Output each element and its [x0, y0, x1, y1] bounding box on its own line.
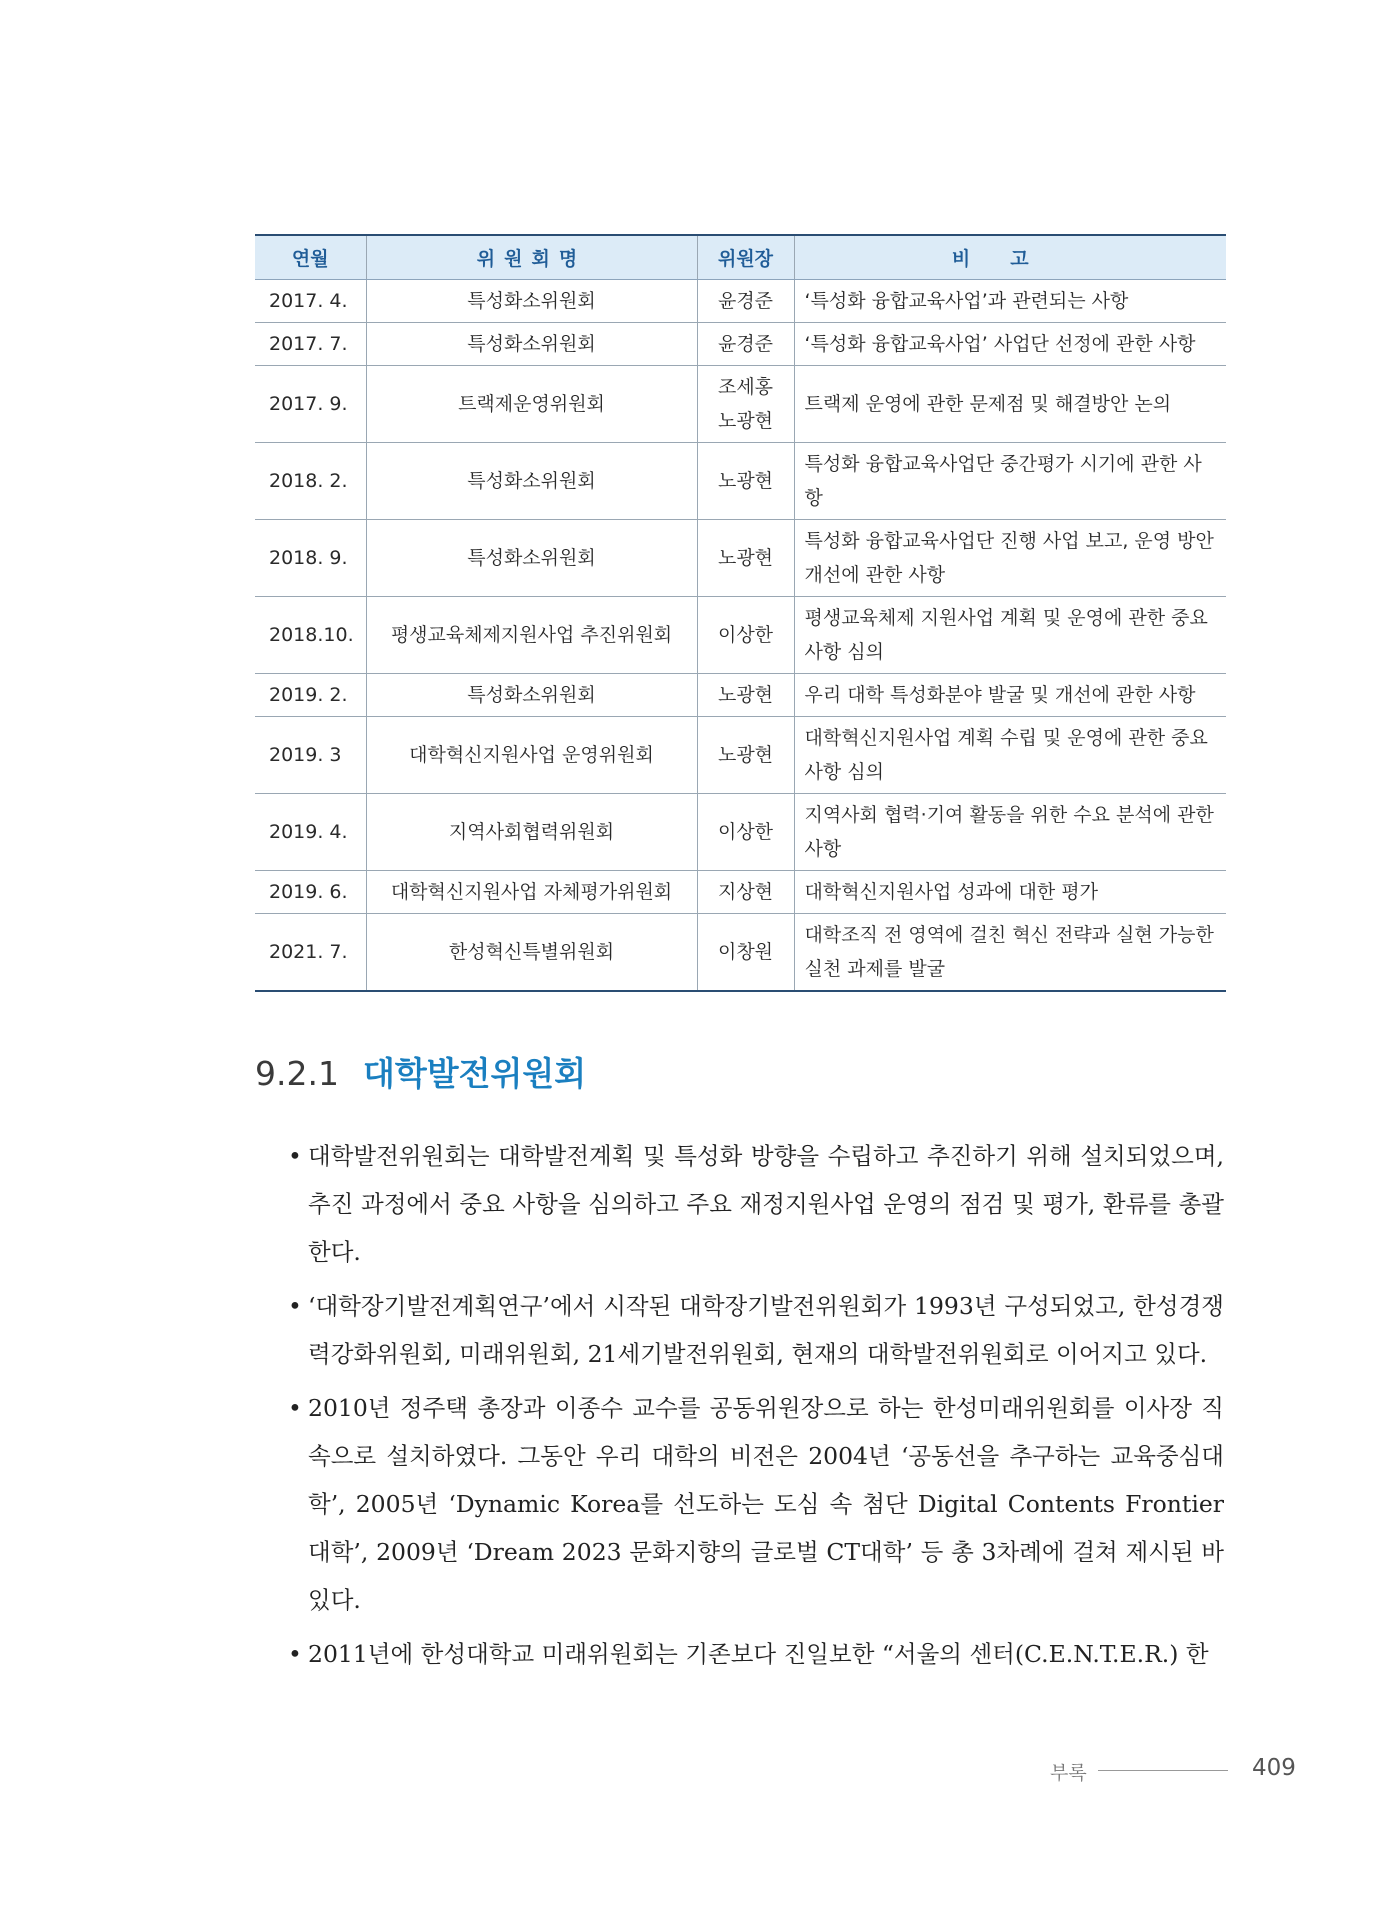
footer-rule	[1098, 1770, 1228, 1771]
table-row	[255, 794, 1226, 871]
cell-note: 대학혁신지원사업 계획 수립 및 운영에 관한 중요 사항 심의	[794, 717, 1226, 794]
chair-name-1: 조세홍	[717, 376, 774, 398]
list-item-text: 2010년 정주택 총장과 이종수 교수를 공동위원장으로 하는 한성미래위원회를 이사장 직속으로 설치하였다. 그동안 우리 대학의 비전은 2004년 ‘공동선을 추구하는 교육중심대학’, 2005년 ‘Dynamic Korea를 선도하는 도심 속 첨단 Digital Contents Frontier 대학’, 2009년 ‘Dream 2023 문화지향의 글로벌 CT대학’ 등 총 3차례에 걸쳐 제시된 바 있다.	[308, 1394, 1224, 1614]
cell-date: 2019. 3	[255, 717, 366, 794]
cell-note: 지역사회 협력·기여 활동을 위한 수요 분석에 관한 사항	[794, 794, 1226, 871]
bullet-icon: •	[288, 1640, 302, 1668]
cell-chair	[697, 366, 794, 443]
cell-date: 2021. 7.	[255, 914, 366, 992]
cell-chair: 노광현	[697, 674, 794, 717]
cell-committee: 특성화소위원회	[366, 520, 697, 597]
cell-chair: 지상현	[697, 871, 794, 914]
header-committee: 위원회명	[366, 235, 697, 280]
cell-chair: 윤경준	[697, 323, 794, 366]
page-footer	[1050, 1755, 1296, 1785]
list-item	[288, 1384, 1224, 1624]
list-item	[288, 1132, 1224, 1276]
cell-date: 2019. 4.	[255, 794, 366, 871]
list-item-text: 2011년에 한성대학교 미래위원회는 기존보다 진일보한 “서울의 센터(C.E.N.T.E.R.) 한	[308, 1640, 1209, 1668]
cell-chair: 이창원	[697, 914, 794, 992]
cell-note: 우리 대학 특성화분야 발굴 및 개선에 관한 사항	[794, 674, 1226, 717]
cell-committee: 특성화소위원회	[366, 323, 697, 366]
cell-note: 특성화 융합교육사업단 중간평가 시기에 관한 사항	[794, 443, 1226, 520]
list-item	[288, 1282, 1224, 1378]
chair-name-2: 노광현	[717, 410, 774, 432]
cell-chair: 윤경준	[697, 280, 794, 323]
list-item	[288, 1630, 1224, 1678]
table-header	[255, 235, 1226, 280]
cell-committee: 특성화소위원회	[366, 443, 697, 520]
table-row	[255, 674, 1226, 717]
bullet-icon: •	[288, 1394, 302, 1422]
cell-note: 대학혁신지원사업 성과에 대한 평가	[794, 871, 1226, 914]
cell-date: 2019. 2.	[255, 674, 366, 717]
cell-note: 평생교육체제 지원사업 계획 및 운영에 관한 중요 사항 심의	[794, 597, 1226, 674]
bullet-icon: •	[288, 1292, 302, 1320]
committee-table	[255, 234, 1226, 992]
table-row	[255, 717, 1226, 794]
cell-date: 2019. 6.	[255, 871, 366, 914]
cell-note: ‘특성화 융합교육사업’과 관련되는 사항	[794, 280, 1226, 323]
cell-committee: 평생교육체제지원사업 추진위원회	[366, 597, 697, 674]
cell-note: 대학조직 전 영역에 걸친 혁신 전략과 실현 가능한 실천 과제를 발굴	[794, 914, 1226, 992]
header-note: 비고	[794, 235, 1226, 280]
cell-chair: 노광현	[697, 717, 794, 794]
table-row	[255, 914, 1226, 992]
cell-committee: 한성혁신특별위원회	[366, 914, 697, 992]
cell-chair: 노광현	[697, 443, 794, 520]
cell-committee: 특성화소위원회	[366, 280, 697, 323]
cell-date: 2017. 9.	[255, 366, 366, 443]
cell-committee: 대학혁신지원사업 운영위원회	[366, 717, 697, 794]
cell-date: 2018.10.	[255, 597, 366, 674]
table-row	[255, 280, 1226, 323]
table-row	[255, 520, 1226, 597]
table-row	[255, 443, 1226, 520]
list-item-text: ‘대학장기발전계획연구’에서 시작된 대학장기발전위원회가 1993년 구성되었고, 한성경쟁력강화위원회, 미래위원회, 21세기발전위원회, 현재의 대학발전위원회로 이어지고 있다.	[308, 1292, 1224, 1368]
cell-date: 2017. 7.	[255, 323, 366, 366]
header-date: 연월	[255, 235, 366, 280]
bullet-list	[288, 1132, 1224, 1684]
table-header-row	[255, 235, 1226, 280]
cell-note: ‘특성화 융합교육사업’ 사업단 선정에 관한 사항	[794, 323, 1226, 366]
table-row	[255, 323, 1226, 366]
header-chair: 위원장	[697, 235, 794, 280]
cell-date: 2018. 2.	[255, 443, 366, 520]
table-row	[255, 366, 1226, 443]
table-row	[255, 597, 1226, 674]
cell-chair: 이상한	[697, 794, 794, 871]
cell-date: 2017. 4.	[255, 280, 366, 323]
list-item-text: 대학발전위원회는 대학발전계획 및 특성화 방향을 수립하고 추진하기 위해 설치되었으며, 추진 과정에서 중요 사항을 심의하고 주요 재정지원사업 운영의 점검 및 평가, 환류를 총괄한다.	[308, 1142, 1224, 1266]
cell-date: 2018. 9.	[255, 520, 366, 597]
cell-chair: 이상한	[697, 597, 794, 674]
page-number: 409	[1252, 1755, 1296, 1781]
section-title: 대학발전위원회	[362, 1054, 587, 1093]
cell-committee: 트랙제운영위원회	[366, 366, 697, 443]
cell-committee: 대학혁신지원사업 자체평가위원회	[366, 871, 697, 914]
section-heading	[255, 1048, 586, 1095]
cell-chair: 노광현	[697, 520, 794, 597]
table-row	[255, 871, 1226, 914]
cell-note: 특성화 융합교육사업단 진행 사업 보고, 운영 방안 개선에 관한 사항	[794, 520, 1226, 597]
footer-label: 부록	[1050, 1762, 1087, 1784]
section-number: 9.2.1	[255, 1054, 339, 1093]
cell-note: 트랙제 운영에 관한 문제점 및 해결방안 논의	[794, 366, 1226, 443]
cell-committee: 특성화소위원회	[366, 674, 697, 717]
bullet-icon: •	[288, 1142, 302, 1170]
cell-committee: 지역사회협력위원회	[366, 794, 697, 871]
